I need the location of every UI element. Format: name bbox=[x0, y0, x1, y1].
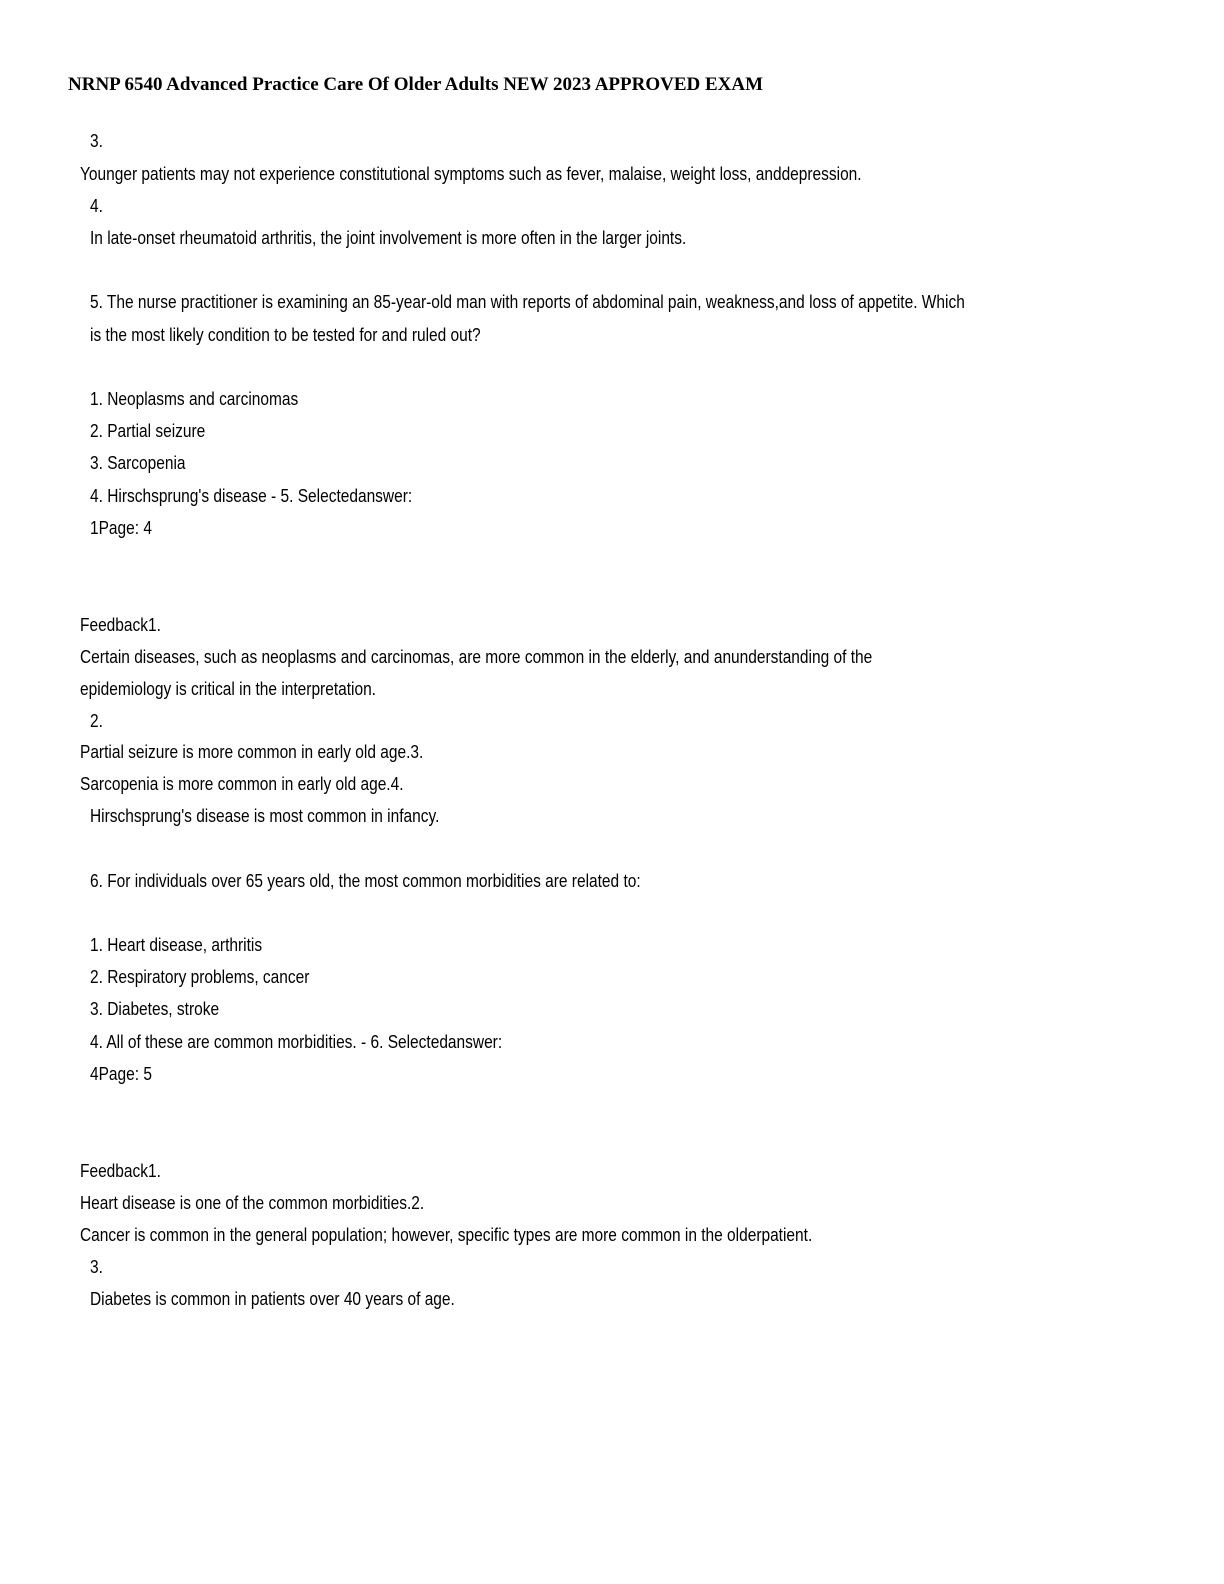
text-line: 3. bbox=[90, 1257, 103, 1277]
answer-option: 1. Neoplasms and carcinomas bbox=[90, 389, 299, 409]
page-reference: 1Page: 4 bbox=[90, 518, 152, 538]
text-line: Cancer is common in the general population; however, specific types are more common in the olderpatient. bbox=[80, 1225, 813, 1245]
page-reference: 4Page: 5 bbox=[90, 1064, 152, 1084]
answer-option: 4. Hirschsprung's disease - 5. Selectedanswer: bbox=[90, 486, 413, 506]
text-line: 2. bbox=[90, 711, 103, 731]
answer-option: 4. All of these are common morbidities. - 6. Selectedanswer: bbox=[90, 1032, 503, 1052]
text-line: Certain diseases, such as neoplasms and carcinomas, are more common in the elderly, and anunderstanding of the bbox=[80, 647, 873, 667]
question-text: is the most likely condition to be tested for and ruled out? bbox=[90, 325, 481, 345]
text-line: 4. bbox=[90, 196, 103, 216]
text-line: Partial seizure is more common in early old age.3. bbox=[80, 742, 424, 762]
answer-option: 1. Heart disease, arthritis bbox=[90, 935, 263, 955]
text-line: Hirschsprung's disease is most common in infancy. bbox=[90, 806, 440, 826]
answer-option: 2. Respiratory problems, cancer bbox=[90, 967, 310, 987]
text-line: Younger patients may not experience constitutional symptoms such as fever, malaise, weight loss, anddepression. bbox=[80, 164, 862, 184]
text-line: epidemiology is critical in the interpretation. bbox=[80, 679, 376, 699]
question-text: 5. The nurse practitioner is examining an 85-year-old man with reports of abdominal pain, weakness,and loss of appetite. Which bbox=[90, 292, 965, 312]
text-line: Diabetes is common in patients over 40 years of age. bbox=[90, 1289, 455, 1309]
text-line: In late-onset rheumatoid arthritis, the joint involvement is more often in the larger joints. bbox=[90, 228, 687, 248]
feedback-heading: Feedback1. bbox=[80, 1161, 161, 1181]
text-line: 3. bbox=[90, 131, 103, 151]
text-line: Sarcopenia is more common in early old age.4. bbox=[80, 774, 404, 794]
answer-option: 2. Partial seizure bbox=[90, 421, 206, 441]
question-text: 6. For individuals over 65 years old, the most common morbidities are related to: bbox=[90, 871, 641, 891]
text-line: Heart disease is one of the common morbidities.2. bbox=[80, 1193, 425, 1213]
answer-option: 3. Diabetes, stroke bbox=[90, 999, 220, 1019]
answer-option: 3. Sarcopenia bbox=[90, 453, 186, 473]
feedback-heading: Feedback1. bbox=[80, 615, 161, 635]
page-title: NRNP 6540 Advanced Practice Care Of Older Adults NEW 2023 APPROVED EXAM bbox=[68, 74, 764, 95]
